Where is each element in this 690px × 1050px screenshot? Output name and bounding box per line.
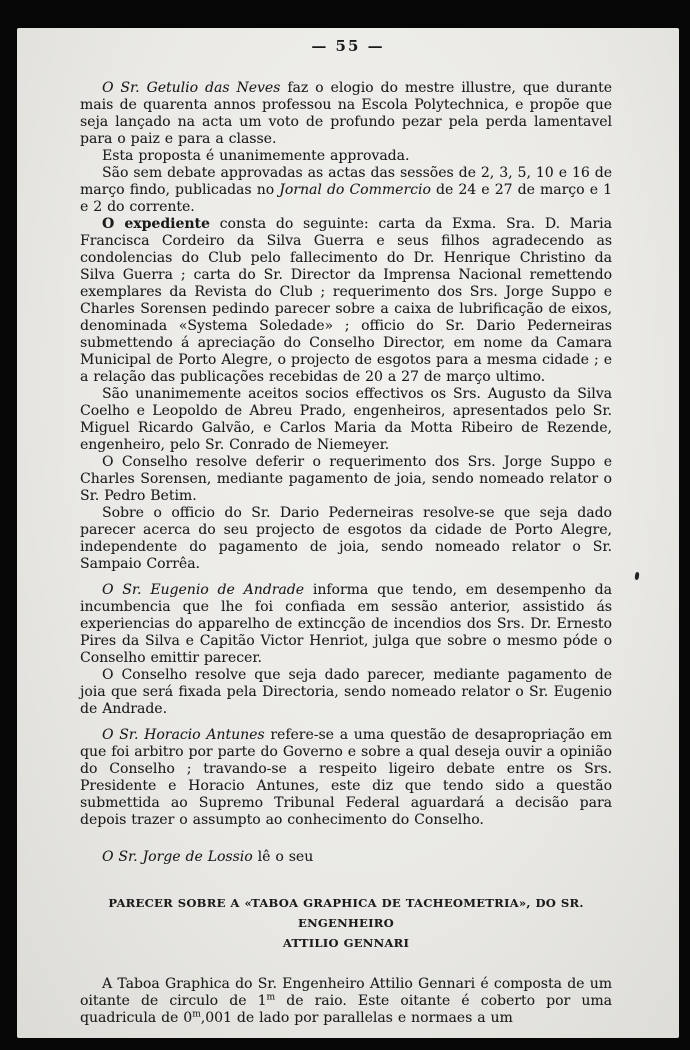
paragraph-officio (80, 505, 612, 573)
superscript-metre: m (266, 992, 276, 1003)
journal-name: Jornal do Commercio (279, 182, 431, 198)
paragraph-text: A Taboa Graphica do Sr. Engenheiro Attilio Gennari é composta de um oitante de circulo de 1 (80, 976, 612, 1009)
paragraph-text: ,001 de lado por parallelas e normaes a um (200, 1010, 513, 1026)
section-heading-line1: PARECER SOBRE A «TABOA GRAPHICA DE TACHEOMETRIA», DO SR. ENGENHEIRO (108, 896, 584, 930)
paragraph-horacio-antunes (80, 727, 612, 829)
paragraph-expediente (80, 216, 612, 386)
paragraph-text: lê o seu (252, 849, 314, 865)
paragraph-text: O Conselho resolve que seja dado parecer, mediante pagamento de joia que será fixada pela Directoria, sendo nomeado relator o Sr. Eugenio de Andrade. (80, 667, 612, 717)
speaker-name: O Sr. Horacio Antunes (102, 727, 265, 743)
paragraph-resolve-parecer (80, 667, 612, 718)
ink-speck-artifact (634, 572, 639, 580)
paragraph-text: São unanimemente aceitos socios effectivos os Srs. Augusto da Silva Coelho e Leopoldo de Abreu Prado, engenheiros, apresentados pelo Sr. Miguel Ricardo Galvão, e Carlos Maria da Motta Ribeiro de Rezende, engenheiro, pelo Sr. Conrado de Niemeyer. (80, 386, 612, 453)
speaker-name: O Sr. Getulio das Neves (102, 80, 281, 96)
paragraph-text: de raio. Este oitante é coberto por uma quadricula de 0 (80, 993, 612, 1026)
paragraph-actas (80, 165, 612, 216)
paragraph-text: informa que tendo, em desempenho da incumbencia que lhe foi confiada em sessão anterior, assistido ás experiencias do apparelho de extincção de incendios dos Srs. Dr. Ernesto Pires da Silva e Capitão Victor Henriot, julga que sobre o mesmo póde o Conselho emittir parecer. (80, 582, 612, 666)
paragraph-text: refere-se a uma questão de desapropriação em que foi arbitro por parte do Governo e sobre a qual deseja ouvir a opinião do Conselho ; travando-se a respeito ligeiro debate entre os Srs. Presidente e Horacio Antunes, este diz que tendo sido a questão submettida ao Supremo Tribunal Federal aguardará a decisão para depois trazer o assumpto ao conhecimento do Conselho. (80, 727, 613, 828)
paragraph-text: São sem debate approvadas as actas das sessões de 2, 3, 5, 10 e 16 de março findo, publicadas no (80, 165, 612, 198)
text-column (80, 80, 612, 1027)
section-heading-line2: ATTILIO GENNARI (282, 936, 410, 950)
lead-words: O expediente (102, 216, 210, 232)
document-page (17, 28, 679, 1038)
paragraph-text: Sobre o officio do Sr. Dario Pederneiras resolve-se que seja dado parecer acerca do seu projecto de esgotos da cidade de Porto Alegre, independente do pagamento de joia, sendo nomeado relator o Sr. Sampaio Corrêa. (80, 505, 612, 572)
paragraph-text: de 24 e 27 de março e 1 e 2 do corrente. (80, 182, 612, 215)
page-number: — 55 — (311, 37, 385, 55)
paragraph-text: consta do seguinte: carta da Exma. Sra. D. Maria Francisca Cordeiro da Silva Guerra e seus filhos agradecendo as condolencias do Club pelo fallecimento do Dr. Henrique Christino da Silva Guerra ; carta do Sr. Director da Imprensa Nacional remettendo exemplares da Revista do Club ; requerimento dos Srs. Jorge Suppo e Charles Sorensen pedindo parecer sobre a caixa de lubrificação de eixos, denominada «Systema Soledade» ; officio do Sr. Dario Pederneiras submettendo á apreciação do Conselho Director, em nome da Camara Municipal de Porto Alegre, o projecto de esgotos para a mesma cidade ; e a relação das publicações recebidas de 20 a 27 de março ultimo. (80, 216, 612, 385)
speaker-name: O Sr. Jorge de Lossio (102, 849, 253, 865)
paragraph-text: faz o elogio do mestre illustre, que durante mais de quarenta annos professou na Escola Polytechnica, e propõe que seja lançado na acta um voto de profundo pezar pela perda lamentavel para o paiz e para a classe. (80, 80, 612, 147)
paragraph-text: Esta proposta é unanimemente approvada. (102, 148, 410, 164)
section-heading (80, 893, 612, 953)
paragraph-socios (80, 386, 612, 454)
paragraph-requerimento (80, 454, 612, 505)
speaker-name: O Sr. Eugenio de Andrade (102, 582, 305, 598)
paragraph-jorge-lossio (80, 849, 612, 866)
paragraph-taboa-graphica (80, 976, 612, 1027)
paragraph-getulio-neves (80, 80, 612, 148)
paragraph-proposta (80, 148, 612, 165)
superscript-metre: m (192, 1009, 201, 1020)
paragraph-eugenio-andrade (80, 582, 612, 667)
paragraph-text: O Conselho resolve deferir o requerimento dos Srs. Jorge Suppo e Charles Sorensen, mediante pagamento de joia, sendo nomeado relator o Sr. Pedro Betim. (80, 454, 612, 504)
